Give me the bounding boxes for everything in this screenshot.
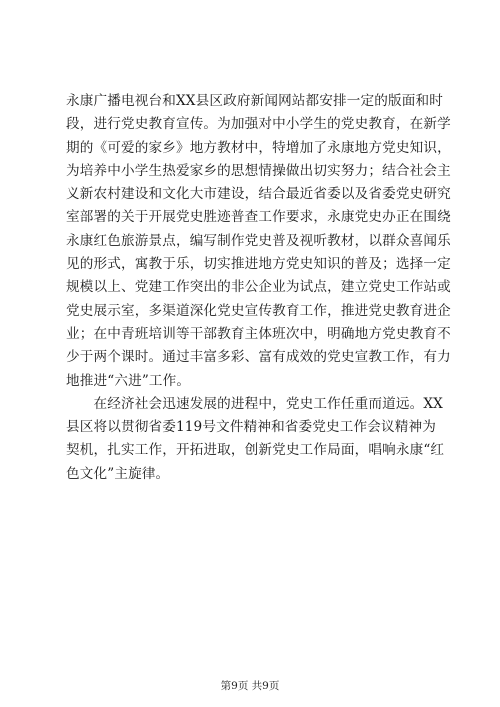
text-line: 业；在中青班培训等干部教育主体班次中，明确地方党史教育不 [66,325,451,342]
text-line: 地推进“六进”工作。 [66,372,191,389]
text-line: 色文化”主旋律。 [66,465,170,482]
text-line: 义新农村建设和文化大市建设，结合最近省委以及省委党史研究 [66,186,451,203]
text-line: 为培养中小学生热爱家乡的思想情操做出切实努力；结合社会主 [66,162,451,179]
paragraph-1 [66,90,451,393]
text-line: 党史展示室，多渠道深化党史宣传教育工作，推进党史教育进企 [66,302,451,319]
text-line: 永康红色旅游景点，编写制作党史普及视听教材，以群众喜闻乐 [66,232,451,249]
document-body [66,90,451,486]
text-line: 见的形式，寓教于乐，切实推进地方党史知识的普及；选择一定 [66,256,451,273]
page-number-footer: 第9页 共9页 [220,680,280,692]
text-line: 永康广播电视台和XX县区政府新闻网站都安排一定的版面和时 [66,93,443,109]
text-line: 契机，扎实工作，开拓进取，创新党史工作局面，唱响永康“红 [66,442,445,459]
text-line: 规模以上、党建工作突出的非公企业为试点，建立党史工作站或 [66,279,451,296]
text-line: 室部署的关于开展党史胜迹普查工作要求，永康党史办正在围绕 [66,209,451,226]
text-line: 在经济社会迅速发展的进程中，党史工作任重而道远。XX [66,395,443,412]
text-line: 段，进行党史教育宣传。为加强对中小学生的党史教育，在新学 [66,116,451,133]
paragraph-2 [66,393,444,486]
text-line: 少于两个课时。通过丰富多彩、富有成效的党史宣教工作，有力 [66,349,451,366]
text-line: 期的《可爱的家乡》地方教材中，特增加了永康地方党史知识， [66,139,451,156]
text-line: 县区将以贯彻省委119号文件精神和省委党史工作会议精神为 [66,419,436,436]
